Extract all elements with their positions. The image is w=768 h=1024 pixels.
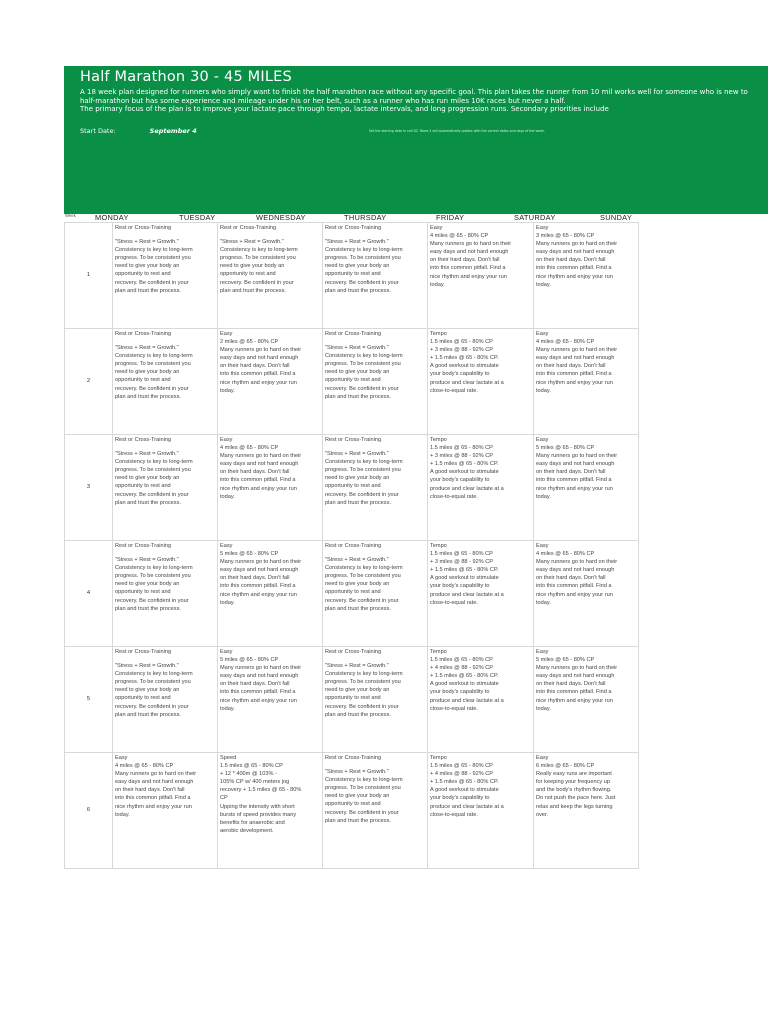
workout-type: Tempo <box>430 437 447 443</box>
workout-description: "Stress + Rest = Growth." Consistency is key to long-term progress. To be consistent you need to give your body an opportunity to rest and recovery. Be confident in your plan and trust the process. <box>115 345 193 400</box>
workout-description: 1.5 miles @ 65 - 80% CP + 3 miles @ 88 - 92% CP + 1.5 miles @ 65 - 80% CP. A good workout to stimulate your body's capability to produce and clear lactate at a close-to-equal rate. <box>430 551 504 606</box>
workout-cell[interactable] <box>428 435 534 541</box>
workout-cell[interactable] <box>534 329 639 435</box>
day-header-tuesday: TUESDAY <box>179 213 216 222</box>
start-date-value[interactable]: September 4 <box>149 127 197 135</box>
workout-description: "Stress + Rest = Growth." Consistency is key to long-term progress. To be consistent you need to give your body an opportunity to rest and recovery. Be confident in your plan and trust the process. <box>325 663 403 718</box>
week-row <box>65 223 639 329</box>
workout-description: 1.5 miles @ 65 - 80% CP + 12 * 400m @ 103% - 105% CP w/ 400 meters jog recovery + 1.5 miles @ 65 - 80% CP Upping the intensity with short bursts of speed provides many benefits for anaerobic and aerobic development. <box>220 763 302 834</box>
workout-cell[interactable] <box>534 541 639 647</box>
week-number: 4 <box>65 541 113 647</box>
workout-type: Speed <box>220 755 237 761</box>
workout-type: Tempo <box>430 331 447 337</box>
workout-description: 2 miles @ 65 - 80% CP Many runners go to hard on their easy days and not hard enough on their hard days. Don't fall into this common pitfall. Find a nice rhythm and enjoy your run today. <box>220 339 302 394</box>
week-row <box>65 329 639 435</box>
workout-cell[interactable] <box>428 753 534 869</box>
workout-description: 1.5 miles @ 65 - 80% CP + 4 miles @ 88 - 92% CP + 1.5 miles @ 65 - 80% CP. A good workout to stimulate your body's capability to produce and clear lactate at a close-to-equal rate. <box>430 763 504 818</box>
workout-description: "Stress + Rest = Growth." Consistency is key to long-term progress. To be consistent you need to give your body an opportunity to rest and recovery. Be confident in your plan and trust the process. <box>220 239 298 294</box>
workout-cell[interactable] <box>534 435 639 541</box>
workout-description: 5 miles @ 65 - 80% CP Many runners go to hard on their easy days and not hard enough on their hard days. Don't fall into this common pitfall. Find a nice rhythm and enjoy your run today. <box>220 551 302 606</box>
week-number: 2 <box>65 329 113 435</box>
workout-cell[interactable] <box>113 541 218 647</box>
workout-cell[interactable] <box>428 647 534 753</box>
workout-cell[interactable] <box>113 647 218 753</box>
workout-cell[interactable] <box>218 647 323 753</box>
week-number: 6 <box>65 753 113 869</box>
workout-description: 4 miles @ 65 - 80% CP Many runners go to hard on their easy days and not hard enough on their hard days. Don't fall into this common pitfall. Find a nice rhythm and enjoy your run today. <box>430 233 512 288</box>
workout-type: Easy <box>536 331 549 337</box>
workout-cell[interactable] <box>323 329 428 435</box>
day-header-thursday: THURSDAY <box>344 213 387 222</box>
day-header-wednesday: WEDNESDAY <box>256 213 306 222</box>
workout-type: Tempo <box>430 755 447 761</box>
workout-type: Easy <box>536 543 549 549</box>
workout-description: "Stress + Rest = Growth." Consistency is key to long-term progress. To be consistent you need to give your body an opportunity to rest and recovery. Be confident in your plan and trust the process. <box>325 769 403 824</box>
workout-cell[interactable] <box>534 647 639 753</box>
workout-type: Easy <box>536 225 549 231</box>
workout-cell[interactable] <box>113 329 218 435</box>
start-date-note: Set the starting date in cell D2. Rows 3 will automatically update with the correct dates and days of the week. <box>369 129 545 133</box>
workout-description: 5 miles @ 65 - 80% CP Many runners go to hard on their easy days and not hard enough on their hard days. Don't fall into this common pitfall. Find a nice rhythm and enjoy your run today. <box>536 445 618 500</box>
workout-cell[interactable] <box>428 329 534 435</box>
week-row <box>65 541 639 647</box>
workout-type: Rest or Cross-Training <box>115 437 172 443</box>
workout-description: "Stress + Rest = Growth." Consistency is key to long-term progress. To be consistent you need to give your body an opportunity to rest and recovery. Be confident in your plan and trust the process. <box>325 345 403 400</box>
week-row <box>65 647 639 753</box>
workout-type: Easy <box>536 755 549 761</box>
workout-type: Rest or Cross-Training <box>115 543 172 549</box>
workout-type: Easy <box>430 225 443 231</box>
week-number: 5 <box>65 647 113 753</box>
workout-type: Easy <box>220 437 233 443</box>
week-number: 1 <box>65 223 113 329</box>
plan-focus-text: The primary focus of the plan is to improve your lactate pace through tempo, lactate intervals, and long progression runs. Secondary priorities include <box>80 105 609 114</box>
plan-title: Half Marathon 30 - 45 MILES <box>80 69 292 85</box>
workout-cell[interactable] <box>323 647 428 753</box>
workout-description: "Stress + Rest = Growth." Consistency is key to long-term progress. To be consistent you need to give your body an opportunity to rest and recovery. Be confident in your plan and trust the process. <box>115 663 193 718</box>
workout-description: 1.5 miles @ 65 - 80% CP + 3 miles @ 88 - 92% CP + 1.5 miles @ 65 - 80% CP. A good workout to stimulate your body's capability to produce and clear lactate at a close-to-equal rate. <box>430 339 504 394</box>
workout-type: Easy <box>536 649 549 655</box>
workout-cell[interactable] <box>218 223 323 329</box>
workout-cell[interactable] <box>218 329 323 435</box>
workout-description: 5 miles @ 65 - 80% CP Many runners go to hard on their easy days and not hard enough on their hard days. Don't fall into this common pitfall. Find a nice rhythm and enjoy your run today. <box>220 657 302 712</box>
workout-type: Easy <box>220 649 233 655</box>
day-header-saturday: SATURDAY <box>514 213 556 222</box>
plan-description-text: A 18 week plan designed for runners who simply want to finish the half marathon race without any specific goal. This plan takes the runner from 10 mil works well for someone who is new to half-marathon but has some experience and mileage under his or her belt, such as a runner who has run miles 10K races but never a half. <box>80 88 748 105</box>
workout-cell[interactable] <box>218 435 323 541</box>
plan-header <box>64 66 768 214</box>
workout-cell[interactable] <box>113 435 218 541</box>
workout-type: Rest or Cross-Training <box>325 755 382 761</box>
workout-type: Easy <box>220 543 233 549</box>
workout-description: 6 miles @ 65 - 80% CP Really easy runs are important for keeping your frequency up and the body's rhythm flowing. Do not push the pace here. Just relax and keep the legs turning over. <box>536 763 616 818</box>
workout-type: Rest or Cross-Training <box>115 225 172 231</box>
workout-type: Easy <box>220 331 233 337</box>
day-header-sunday: SUNDAY <box>600 213 633 222</box>
workout-description: 4 miles @ 65 - 80% CP Many runners go to hard on their easy days and not hard enough on their hard days. Don't fall into this common pitfall. Find a nice rhythm and enjoy your run today. <box>536 551 618 606</box>
workout-cell[interactable] <box>218 753 323 869</box>
workout-cell[interactable] <box>323 435 428 541</box>
plan-description <box>80 88 764 114</box>
workout-description: 4 miles @ 65 - 80% CP Many runners go to hard on their easy days and not hard enough on their hard days. Don't fall into this common pitfall. Find a nice rhythm and enjoy your run today. <box>115 763 197 818</box>
workout-description: "Stress + Rest = Growth." Consistency is key to long-term progress. To be consistent you need to give your body an opportunity to rest and recovery. Be confident in your plan and trust the process. <box>325 239 403 294</box>
workout-description: 1.5 miles @ 65 - 80% CP + 4 miles @ 88 - 92% CP + 1.5 miles @ 65 - 80% CP. A good workout to stimulate your body's capability to produce and clear lactate at a close-to-equal rate. <box>430 657 504 712</box>
workout-cell[interactable] <box>428 541 534 647</box>
workout-description: 4 miles @ 65 - 80% CP Many runners go to hard on their easy days and not hard enough on their hard days. Don't fall into this common pitfall. Find a nice rhythm and enjoy your run today. <box>536 339 618 394</box>
workout-description: "Stress + Rest = Growth." Consistency is key to long-term progress. To be consistent you need to give your body an opportunity to rest and recovery. Be confident in your plan and trust the process. <box>115 451 193 506</box>
workout-type: Rest or Cross-Training <box>325 649 382 655</box>
start-date-label: Start Date: <box>80 127 116 135</box>
workout-type: Easy <box>115 755 128 761</box>
workout-cell[interactable] <box>534 753 639 869</box>
training-schedule-table <box>64 222 639 869</box>
workout-description: 3 miles @ 65 - 80% CP Many runners go to hard on their easy days and not hard enough on their hard days. Don't fall into this common pitfall. Find a nice rhythm and enjoy your run today. <box>536 233 618 288</box>
workout-cell[interactable] <box>323 753 428 869</box>
week-row <box>65 435 639 541</box>
workout-type: Easy <box>536 437 549 443</box>
workout-description: "Stress + Rest = Growth." Consistency is key to long-term progress. To be consistent you need to give your body an opportunity to rest and recovery. Be confident in your plan and trust the process. <box>115 239 193 294</box>
workout-cell[interactable] <box>534 223 639 329</box>
workout-description: 1.5 miles @ 65 - 80% CP + 3 miles @ 88 - 92% CP + 1.5 miles @ 65 - 80% CP. A good workout to stimulate your body's capability to produce and clear lactate at a close-to-equal rate. <box>430 445 504 500</box>
workout-type: Tempo <box>430 543 447 549</box>
workout-cell[interactable] <box>428 223 534 329</box>
workout-cell[interactable] <box>113 753 218 869</box>
workout-description: "Stress + Rest = Growth." Consistency is key to long-term progress. To be consistent you need to give your body an opportunity to rest and recovery. Be confident in your plan and trust the process. <box>115 557 193 612</box>
week-number: 3 <box>65 435 113 541</box>
day-header-monday: MONDAY <box>95 213 129 222</box>
workout-description: "Stress + Rest = Growth." Consistency is key to long-term progress. To be consistent you need to give your body an opportunity to rest and recovery. Be confident in your plan and trust the process. <box>325 557 403 612</box>
workout-type: Rest or Cross-Training <box>325 331 382 337</box>
workout-type: Rest or Cross-Training <box>115 649 172 655</box>
workout-type: Tempo <box>430 649 447 655</box>
workout-cell[interactable] <box>323 541 428 647</box>
week-column-header: Week <box>65 213 76 218</box>
start-date <box>80 127 197 135</box>
workout-type: Rest or Cross-Training <box>115 331 172 337</box>
workout-type: Rest or Cross-Training <box>220 225 277 231</box>
workout-description: "Stress + Rest = Growth." Consistency is key to long-term progress. To be consistent you need to give your body an opportunity to rest and recovery. Be confident in your plan and trust the process. <box>325 451 403 506</box>
day-header-friday: FRIDAY <box>436 213 465 222</box>
workout-cell[interactable] <box>113 223 218 329</box>
workout-description: 4 miles @ 65 - 80% CP Many runners go to hard on their easy days and not hard enough on their hard days. Don't fall into this common pitfall. Find a nice rhythm and enjoy your run today. <box>220 445 302 500</box>
week-row <box>65 753 639 869</box>
workout-cell[interactable] <box>323 223 428 329</box>
workout-cell[interactable] <box>218 541 323 647</box>
workout-type: Rest or Cross-Training <box>325 437 382 443</box>
workout-type: Rest or Cross-Training <box>325 225 382 231</box>
workout-description: 5 miles @ 65 - 80% CP Many runners go to hard on their easy days and not hard enough on their hard days. Don't fall into this common pitfall. Find a nice rhythm and enjoy your run today. <box>536 657 618 712</box>
workout-type: Rest or Cross-Training <box>325 543 382 549</box>
